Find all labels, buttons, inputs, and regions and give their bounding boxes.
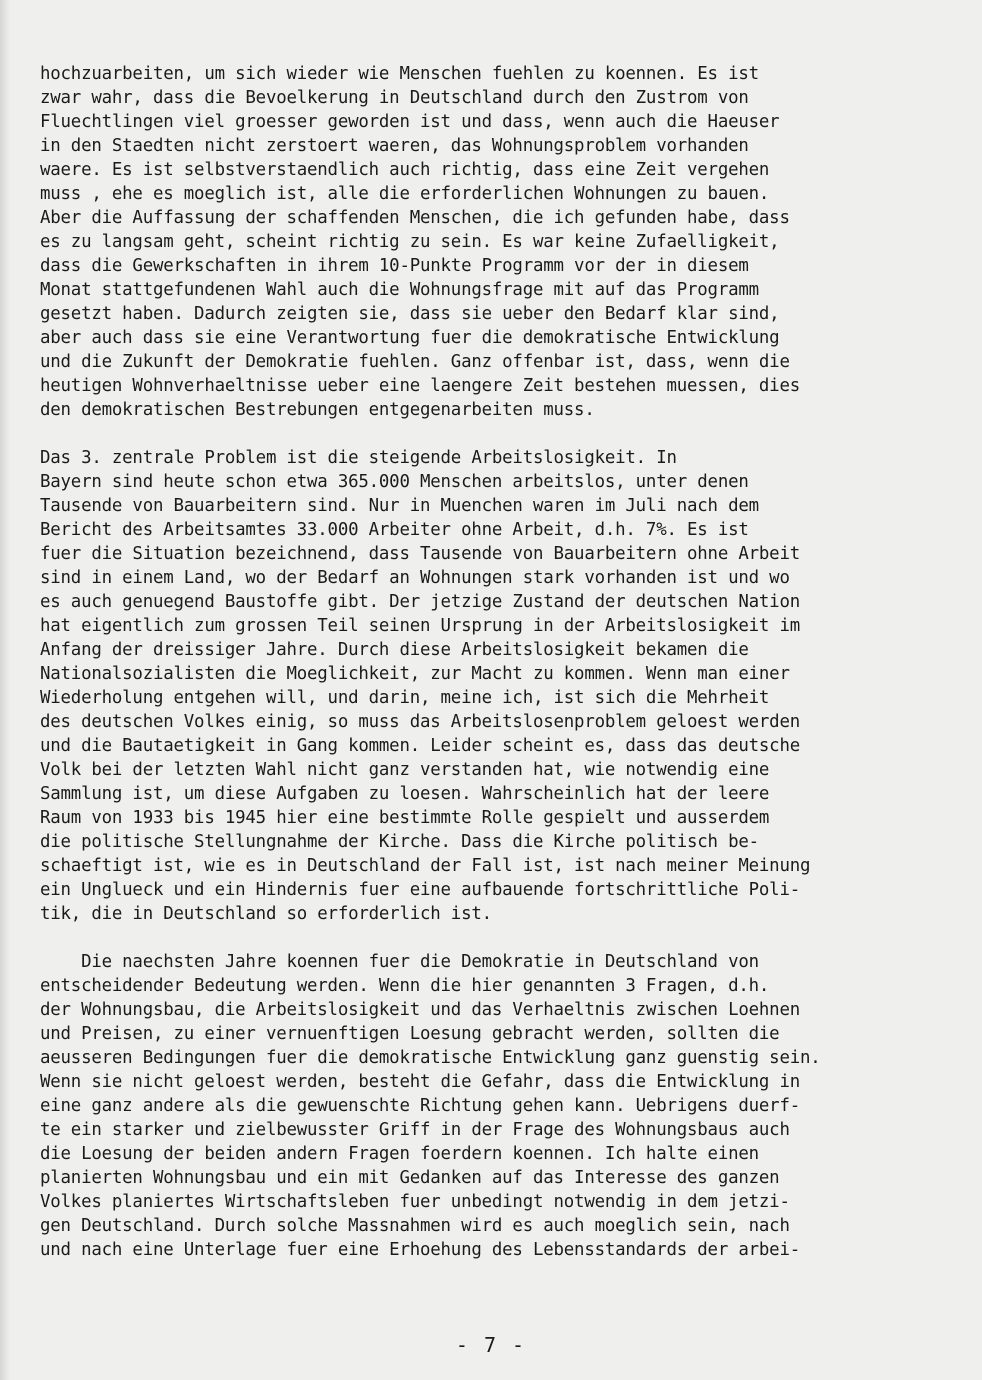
text-line: Volkes planiertes Wirtschaftsleben fuer unbedingt notwendig in dem jetzi- [40,1192,790,1212]
text-line: des deutschen Volkes einig, so muss das Arbeitslosenproblem geloest werden [40,712,800,732]
text-line: den demokratischen Bestrebungen entgegenarbeiten muss. [40,400,595,420]
scan-edge-shadow [0,0,10,1380]
text-line: heutigen Wohnverhaeltnisse ueber eine laengere Zeit bestehen muessen, dies [40,376,800,396]
text-line: planierten Wohnungsbau und ein mit Gedanken auf das Interesse des ganzen [40,1168,780,1188]
text-line: Tausende von Bauarbeitern sind. Nur in Muenchen waren im Juli nach dem [40,496,759,516]
text-line: und nach eine Unterlage fuer eine Erhoehung des Lebensstandards der arbei- [40,1240,800,1260]
text-line: hochzuarbeiten, um sich wieder wie Menschen fuehlen zu koennen. Es ist [40,64,759,84]
text-line: sind in einem Land, wo der Bedarf an Wohnungen stark vorhanden ist und wo [40,568,790,588]
text-line: Aber die Auffassung der schaffenden Menschen, die ich gefunden habe, dass [40,208,790,228]
text-line: tik, die in Deutschland so erforderlich ist. [40,904,492,924]
text-line: schaeftigt ist, wie es in Deutschland der Fall ist, ist nach meiner Meinung [40,856,811,876]
page-number: - 7 - [455,1333,527,1357]
text-line: Das 3. zentrale Problem ist die steigende Arbeitslosigkeit. In [40,448,677,468]
text-line: und die Zukunft der Demokratie fuehlen. Ganz offenbar ist, dass, wenn die [40,352,790,372]
text-line: gesetzt haben. Dadurch zeigten sie, dass sie ueber den Bedarf klar sind, [40,304,780,324]
text-line: te ein starker und zielbewusster Griff in der Frage des Wohnungsbaus auch [40,1120,790,1140]
text-line: Bericht des Arbeitsamtes 33.000 Arbeiter ohne Arbeit, d.h. 7%. Es ist [40,520,749,540]
paragraph-1 [40,62,940,422]
text-line: Wenn sie nicht geloest werden, besteht die Gefahr, dass die Entwicklung in [40,1072,800,1092]
text-line: Volk bei der letzten Wahl nicht ganz verstanden hat, wie notwendig eine [40,760,770,780]
text-line: fuer die Situation bezeichnend, dass Tausende von Bauarbeitern ohne Arbeit [40,544,800,564]
text-line: es zu langsam geht, scheint richtig zu sein. Es war keine Zufaelligkeit, [40,232,780,252]
paragraph-2 [40,446,940,926]
text-line: die politische Stellungnahme der Kirche. Dass die Kirche politisch be- [40,832,759,852]
body-text [40,62,940,1262]
text-line: eine ganz andere als die gewuenschte Richtung gehen kann. Uebrigens duerf- [40,1096,800,1116]
text-line: Sammlung ist, um diese Aufgaben zu loesen. Wahrscheinlich hat der leere [40,784,770,804]
text-line: Raum von 1933 bis 1945 hier eine bestimmte Rolle gespielt und ausserdem [40,808,770,828]
text-line: Fluechtlingen viel groesser geworden ist und dass, wenn auch die Haeuser [40,112,780,132]
text-line: Die naechsten Jahre koennen fuer die Demokratie in Deutschland von [40,952,759,972]
text-line: und Preisen, zu einer vernuenftigen Loesung gebracht werden, sollten die [40,1024,780,1044]
text-line: ein Unglueck und ein Hindernis fuer eine aufbauende fortschrittliche Poli- [40,880,800,900]
text-line: es auch genuegend Baustoffe gibt. Der jetzige Zustand der deutschen Nation [40,592,800,612]
text-line: und die Bautaetigkeit in Gang kommen. Leider scheint es, dass das deutsche [40,736,800,756]
text-line: dass die Gewerkschaften in ihrem 10-Punkte Programm vor der in diesem [40,256,749,276]
text-line: muss , ehe es moeglich ist, alle die erforderlichen Wohnungen zu bauen. [40,184,770,204]
text-line: Anfang der dreissiger Jahre. Durch diese Arbeitslosigkeit bekamen die [40,640,749,660]
text-line: Nationalsozialisten die Moeglichkeit, zur Macht zu kommen. Wenn man einer [40,664,790,684]
text-line: zwar wahr, dass die Bevoelkerung in Deutschland durch den Zustrom von [40,88,749,108]
text-line: waere. Es ist selbstverstaendlich auch richtig, dass eine Zeit vergehen [40,160,770,180]
paragraph-3 [40,950,940,1262]
text-line: aeusseren Bedingungen fuer die demokratische Entwicklung ganz guenstig sein. [40,1048,821,1068]
text-line: entscheidender Bedeutung werden. Wenn die hier genannten 3 Fragen, d.h. [40,976,770,996]
text-line: gen Deutschland. Durch solche Massnahmen wird es auch moeglich sein, nach [40,1216,790,1236]
text-line: hat eigentlich zum grossen Teil seinen Ursprung in der Arbeitslosigkeit im [40,616,800,636]
text-line: Bayern sind heute schon etwa 365.000 Menschen arbeitslos, unter denen [40,472,749,492]
text-line: aber auch dass sie eine Verantwortung fuer die demokratische Entwicklung [40,328,780,348]
text-line: der Wohnungsbau, die Arbeitslosigkeit und das Verhaeltnis zwischen Loehnen [40,1000,800,1020]
text-line: Wiederholung entgehen will, und darin, meine ich, ist sich die Mehrheit [40,688,770,708]
text-line: in den Staedten nicht zerstoert waeren, das Wohnungsproblem vorhanden [40,136,749,156]
text-line: die Loesung der beiden andern Fragen foerdern koennen. Ich halte einen [40,1144,759,1164]
text-line: Monat stattgefundenen Wahl auch die Wohnungsfrage mit auf das Programm [40,280,759,300]
